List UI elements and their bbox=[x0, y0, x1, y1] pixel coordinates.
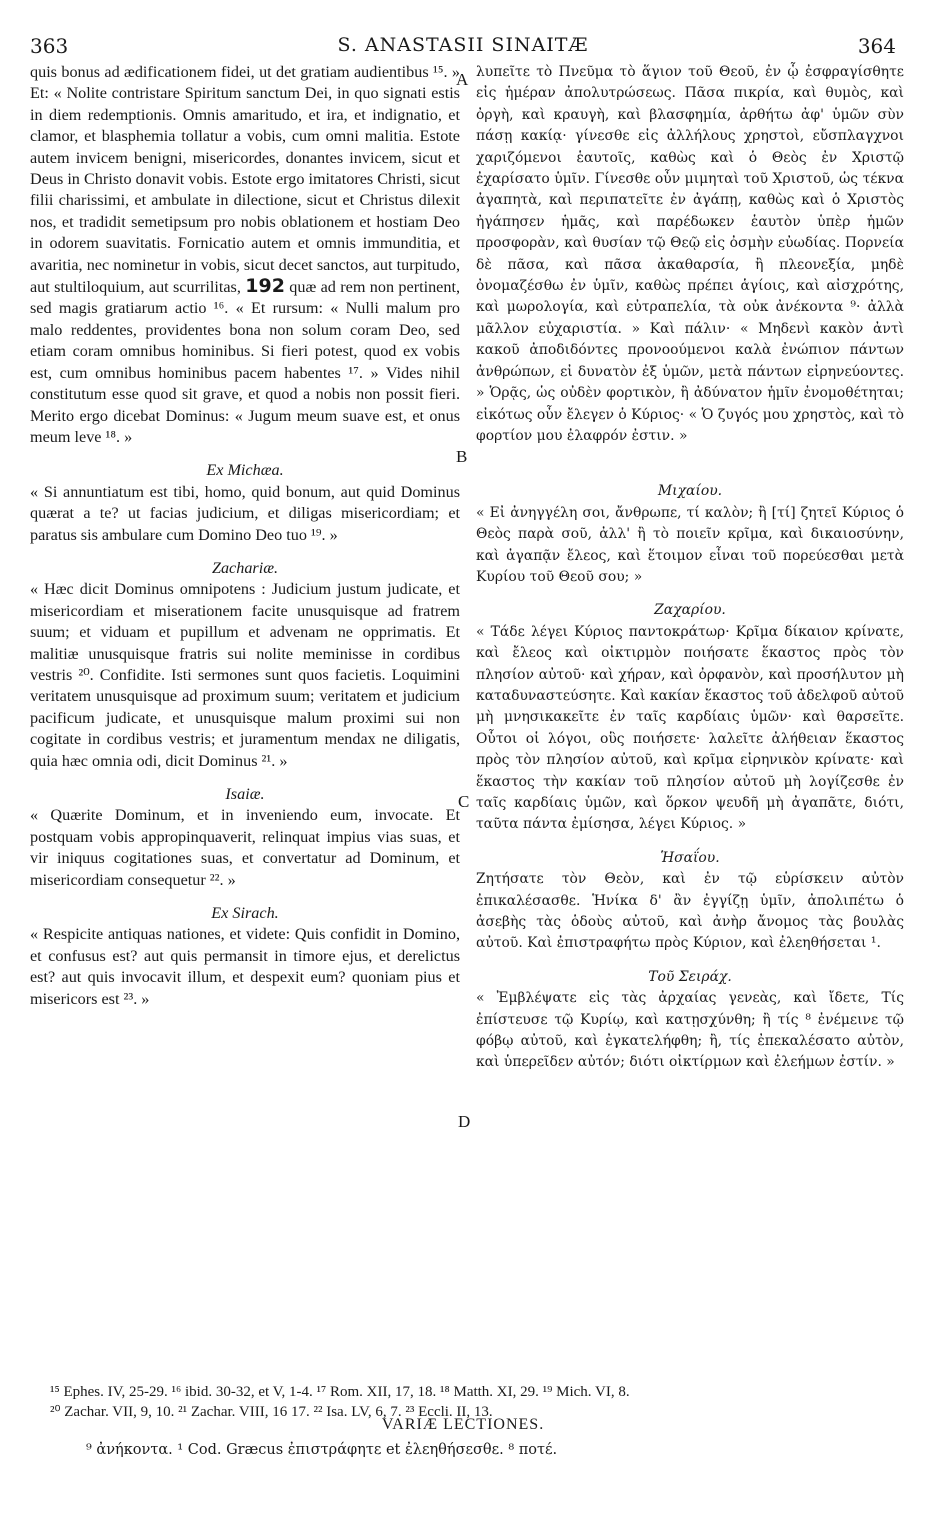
running-title: S. ANASTASII SINAITÆ bbox=[337, 34, 589, 56]
footnote-line: ²⁰ Zachar. VII, 9, 10. ²¹ Zachar. VIII, 16 17. ²² Isa. LV, 6, 7. ²³ Eccli. II, 13. bbox=[50, 1404, 493, 1420]
greek-paragraph: « Τάδε λέγει Κύριος παντοκράτωρ· Κρῖμα δίκαιον κρίνατε, καὶ ἔλεος καὶ οἰκτιρμὸν ποιήσατε ἕκαστος πρὸς τὸν πλησίον αὐτοῦ· καὶ χήραν, καὶ ὀρφανὸν, καὶ προσήλυτον μὴ καταδυναστεύσητε. Καὶ κακίαν ἕκαστος τοῦ ἀδελφοῦ αὐτοῦ μὴ μνησικακεῖτε ἐν ταῖς καρδίαις ὑμῶν· καὶ θαρσεῖτε. Οὗτοι οἱ λόγοι, οὓς ποιήσετε· λαλεῖτε ἀλήθειαν ἕκαστος πρὸς τὸν πλησίον αὐτοῦ, καὶ κρῖμα εἰρηνικὸν κρίνατε· καὶ ἕκαστος τὴν κακίαν τοῦ πλησίον αὐτοῦ μὴ λογίζεσθε ἐν ταῖς καρδίαις ὑμῶν, καὶ ὅρκον ψευδῆ μὴ ἀγαπᾶτε, διότι, ταῦτα πάντα ἐμίσησα, λέγει Κύριος. » bbox=[476, 623, 904, 833]
greek-paragraph: λυπεῖτε τὸ Πνεῦμα τὸ ἅγιον τοῦ Θεοῦ, ἐν ᾧ ἐσφραγίσθητε εἰς ἡμέραν ἀπολυτρώσεως. Πᾶσα πικρία, καὶ θυμὸς, καὶ ὀργὴ, καὶ κραυγὴ, καὶ βλασφημία, ἀρθήτω ἀφ' ὑμῶν σὺν πάσῃ κακίᾳ· γίνεσθε εἰς ἀλλήλους χρηστοὶ, εὔσπλαγχνοι χαριζόμενοι ἑαυτοῖς, καθὼς καὶ ὁ Θεὸς ἐν Χριστῷ ἐχαρίσατο ὑμῖν. Γίνεσθε οὖν μιμηταὶ τοῦ Χριστοῦ, ὡς τέκνα ἀγαπητὰ, καὶ περιπατεῖτε ἐν ἀγάπῃ, καθὼς καὶ ὁ Χριστὸς ἠγάπησεν ἡμᾶς, καὶ παρέδωκεν ἑαυτὸν ὑπὲρ ἡμῶν προσφορὰν, καὶ θυσίαν τῷ Θεῷ εἰς ὀσμὴν εὐωδίας. Πορνεία δὲ πᾶσα, καὶ πᾶσα ἀκαθαρσία, ἢ πλεονεξία, μηδὲ ὀνομαζέσθω ἐν ὑμῖν, καθὼς πρέπει ἁγίοις, καὶ αἰσχρότης, καὶ μωρολογία, καὶ εὐτραπελία, τὰ οὐκ ἀνέκοντα ⁹· ἀλλὰ μᾶλλον εὐχαριστία. » Καὶ πάλιν· « Μηδενὶ κακὸν ἀντὶ κακοῦ ἀποδιδόντες προνοούμενοι καλὰ ἐνώπιον πάντων ἀνθρώπων, εἰ δυνατὸν ἐξ ὑμῶν, μετὰ πάντων εἰρηνεύοντες. » Ὁρᾷς, ὡς οὐδὲν φορτικὸν, ἢ ἀδύνατον ἡμῖν ἐνομοθέτηται; εἰκότως οὖν ἔλεγεν ὁ Κύριος· « Ὁ ζυγός μου χρηστὸς, καὶ τὸ φορτίον μου ἐλαφρόν ἐστιν. » bbox=[476, 64, 904, 444]
latin-paragraph: « Si annuntiatum est tibi, homo, quid bonum, aut quid Dominus quærat a te? ut facias judicium, et diligas misericordiam; et paratus sis ambulare cum Domino Deo tuo ¹⁹. » bbox=[30, 482, 460, 544]
latin-paragraph: « Quærite Dominum, et in inveniendo eum, invocate. Et postquam vobis appropinquaverit, relinquat impius vias suas, et vir iniquus cogitationes suas, et convertatur ad Dominum, et misericordiam consequetur ²². » bbox=[30, 806, 460, 889]
greek-paragraph: Ζητήσατε τὸν Θεὸν, καὶ ἐν τῷ εὑρίσκειν αὐτὸν ἐπικαλέσασθε. Ἡνίκα δ' ἂν ἐγγίζῃ ὑμῖν, ἀπολιπέτω ὁ ἀσεβὴς τὰς ὁδοὺς αὐτοῦ, καὶ ἀνὴρ ἄνομος τὰς βουλὰς αὐτοῦ. Καὶ ἐπιστραφήτω πρὸς Κύριον, καὶ ἐλεηθήσεται ¹. bbox=[476, 871, 904, 952]
section-heading: Isaiæ. bbox=[225, 785, 265, 803]
section-heading: Zachariæ. bbox=[211, 558, 279, 577]
section-heading: Τοῦ Σειράχ. bbox=[648, 968, 732, 985]
latin-paragraph bbox=[30, 62, 460, 448]
latin-text: quæ ad rem non pertinent, sed magis gratiarum actio ¹⁶. « Et rursum: « Nulli malum pro malo reddentes, providentes bona non solum coram Deo, sed etiam coram omnibus hominibus. Si fieri potest, quod ex vobis est, cum omnibus hominibus pacem habentes ¹⁷. » Vides nihil constitutum esse quod sit grave, et quod a nobis non possit fieri. Merito ergo dicebat Dominus: « Jugum meum suave est, et onus meum leve ¹⁸. » bbox=[30, 278, 460, 446]
margin-letter: A bbox=[456, 70, 469, 89]
variae-lectiones-heading: VARIÆ LECTIONES. bbox=[381, 1416, 545, 1433]
variae-lectiones-line: ⁹ ἀνήκοντα. ¹ Cod. Græcus ἐπιστράφητε et ἐλεηθήσεσθε. ⁸ ποτέ. bbox=[86, 1442, 558, 1458]
section-heading: Ζαχαρίου. bbox=[654, 602, 726, 619]
latin-text: quis bonus ad ædificationem fidei, ut det gratiam audientibus ¹⁵. » Et: « Nolite contristare Spiritum sanctum Dei, in quo signati estis in diem redemptionis. Omnis amaritudo, et ira, et indignatio, et clamor, et blasphemia tollatur a vobis, cum omni malitia. Estote autem invicem benigni, misericordes, donantes invicem, sicut et Deus in Christo donavit vobis. Estote ergo imitatores Christi, sicut filii charissimi, et ambulate in dilectione, sicut et Christus dilexit nos, et tradidit semetipsum pro nobis oblationem et hostiam Deo in odorem suavitatis. Fornicatio autem et omnis immunditia, et avaritia, nec nominetur in vobis, sicut decet sanctos, aut turpitudo, aut stultiloquium, aut scurrilitas, bbox=[30, 63, 460, 297]
section-heading: Ex Sirach. bbox=[211, 904, 279, 923]
column-number: 192 bbox=[245, 275, 285, 298]
greek-paragraph: « Ἐμβλέψατε εἰς τὰς ἀρχαίας γενεὰς, καὶ ἴδετε, Τίς ἐπίστευσε τῷ Κυρίῳ, καὶ κατῃσχύνθη; ἢ τίς ⁸ ἐνέμεινε τῷ φόβῳ αὐτοῦ, καὶ ἐγκατελήφθη; ἢ, τίς ἐπεκαλέσατο αὐτὸν, καὶ ὑπερεῖδεν αὐτόν; διότι οἰκτίρμων καὶ ἐλεήμων ἐστίν. » bbox=[476, 990, 904, 1071]
greek-paragraph: « Εἰ ἀνηγγέλη σοι, ἄνθρωπε, τί καλὸν; ἢ [τί] ζητεῖ Κύριος ὁ Θεὸς παρὰ σοῦ, ἀλλ' ἢ τὸ ποιεῖν κρῖμα, καὶ δικαιοσύνην, καὶ ἀγαπᾷν ἔλεος, καὶ ἕτοιμον εἶναι τοῦ πορεύεσθαι μετὰ Κυρίου τοῦ Θεοῦ σου; » bbox=[476, 504, 904, 585]
latin-paragraph: « Hæc dicit Dominus omnipotens : Judicium justum judicate, et misericordiam et miserationem facite unusquisque ad fratrem suum; et viduam et pupillum et advenam ne opprimatis. Et malitiæ unusquisque fratris sui nolite meminisse in cordibus vestris ²⁰. Confidite. Isti sermones sunt quos facietis. Loquimini veritatem unusquisque ad proximum suum; veritatem et judicium pacificum judicate, et unusquisque malum proximi sui non cogitate in cordibus vestris; et juramentum mendax ne diligatis, quia hæc omnia odi, dicit Dominus ²¹. » bbox=[30, 580, 460, 770]
latin-paragraph: « Respicite antiquas nationes, et videte: Quis confidit in Domino, et confusus est? aut quis permansit in timore ejus, et derelictus est? aut quis invocavit illum, et despexit eum? quoniam pius et misericors est ²³. » bbox=[30, 925, 460, 1008]
page-number-left: 363 bbox=[30, 34, 69, 58]
footnote-line: ¹⁵ Ephes. IV, 25-29. ¹⁶ ibid. 30-32, et V, 1-4. ¹⁷ Rom. XII, 17, 18. ¹⁸ Matth. XI, 29. ¹⁹ Mich. VI, 8. bbox=[50, 1384, 630, 1400]
page-header bbox=[30, 34, 896, 62]
section-heading: Ἡσαΐου. bbox=[660, 849, 720, 866]
section-heading: Ex Michæa. bbox=[206, 461, 284, 480]
latin-column bbox=[30, 62, 460, 1010]
margin-letter: B bbox=[456, 447, 468, 466]
page-number-right: 364 bbox=[857, 34, 896, 58]
section-heading: Μιχαίου. bbox=[657, 483, 723, 500]
margin-letter: D bbox=[458, 1112, 471, 1131]
greek-column bbox=[476, 62, 904, 1074]
margin-letter: C bbox=[458, 792, 470, 811]
